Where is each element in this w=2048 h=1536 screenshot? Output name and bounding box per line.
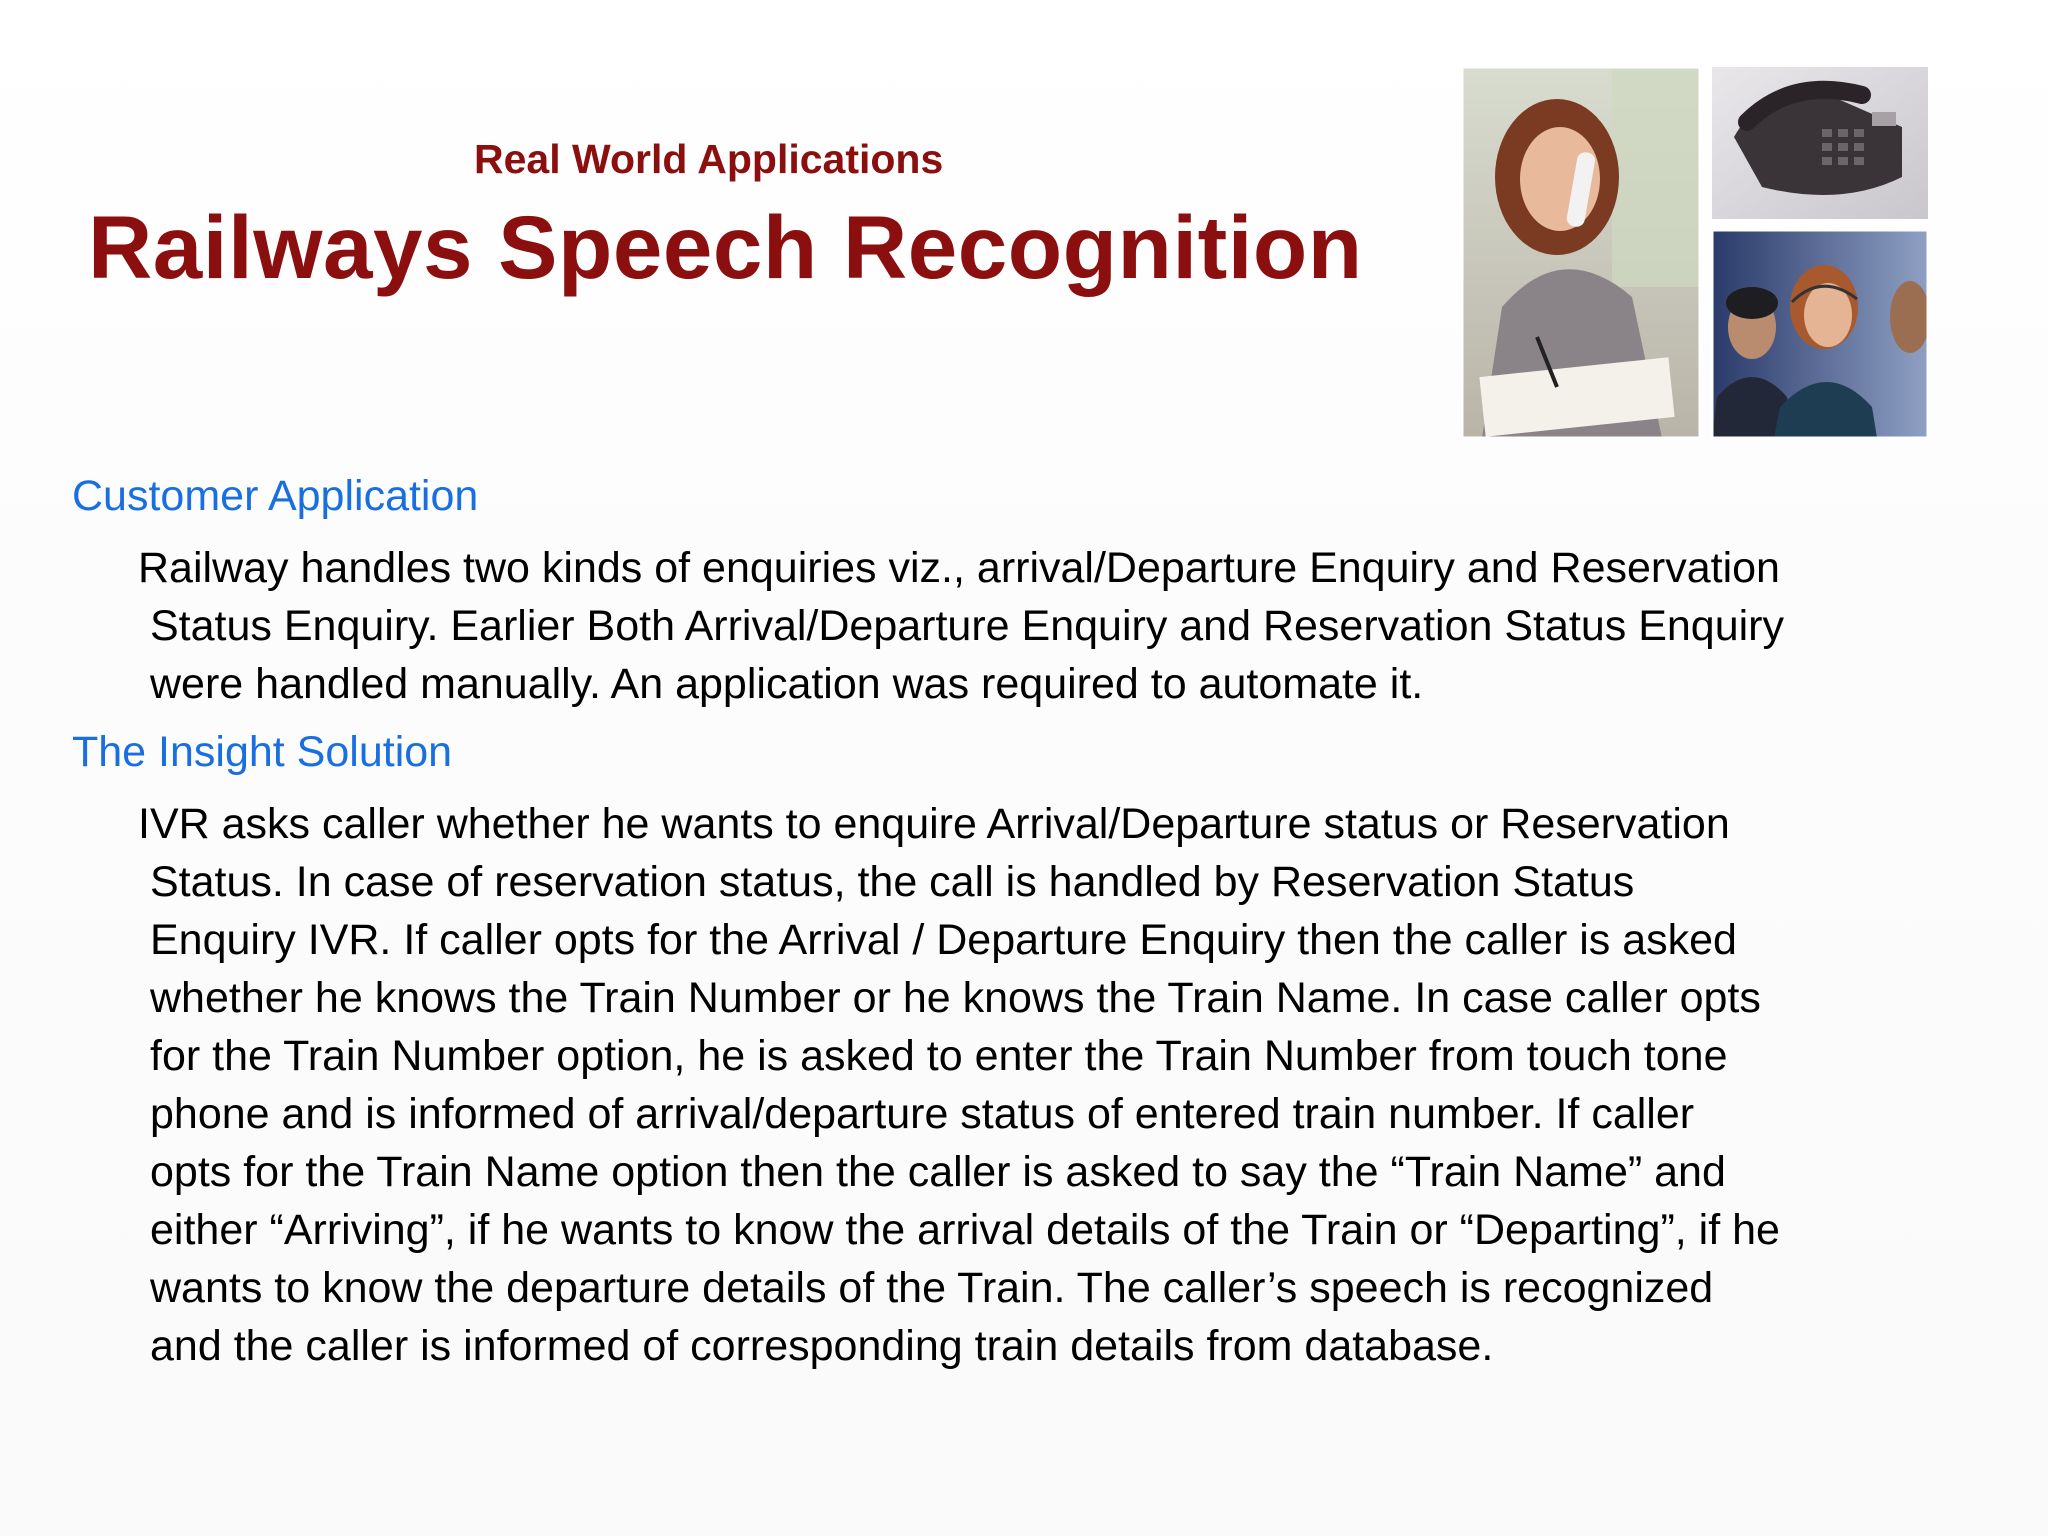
section-heading-insight-solution: The Insight Solution	[72, 728, 453, 776]
section-heading-customer-application: Customer Application	[72, 472, 479, 520]
paragraph-line: IVR asks caller whether he wants to enquire Arrival/Departure status or Reservation	[138, 800, 1730, 848]
paragraph-line: phone and is informed of arrival/departure status of entered train number. If caller	[150, 1090, 1695, 1138]
slide-title: Railways Speech Recognition	[88, 197, 1363, 297]
customer-application-paragraph	[138, 539, 2010, 713]
paragraph-line: either “Arriving”, if he wants to know the arrival details of the Train or “Departing”, if he	[150, 1206, 1780, 1254]
insight-solution-paragraph	[138, 795, 2010, 1375]
call-center-photo-collage	[1462, 67, 1928, 438]
slide-subtitle: Real World Applications	[474, 136, 944, 182]
paragraph-line: opts for the Train Name option then the caller is asked to say the “Train Name” and	[150, 1148, 1726, 1196]
paragraph-line: whether he knows the Train Number or he knows the Train Name. In case caller opts	[150, 974, 1761, 1022]
paragraph-line: Status Enquiry. Earlier Both Arrival/Departure Enquiry and Reservation Status Enquiry	[150, 602, 1784, 650]
paragraph-line: wants to know the departure details of the Train. The caller’s speech is recognized	[150, 1264, 1714, 1312]
paragraph-line: Railway handles two kinds of enquiries viz., arrival/Departure Enquiry and Reservation	[138, 544, 1780, 592]
paragraph-line: for the Train Number option, he is asked to enter the Train Number from touch tone	[150, 1032, 1728, 1080]
paragraph-line: Enquiry IVR. If caller opts for the Arrival / Departure Enquiry then the caller is asked	[150, 916, 1737, 964]
paragraph-line: and the caller is informed of corresponding train details from database.	[150, 1322, 1494, 1370]
paragraph-line: were handled manually. An application was required to automate it.	[150, 660, 1424, 708]
paragraph-line: Status. In case of reservation status, the call is handled by Reservation Status	[150, 858, 1635, 906]
